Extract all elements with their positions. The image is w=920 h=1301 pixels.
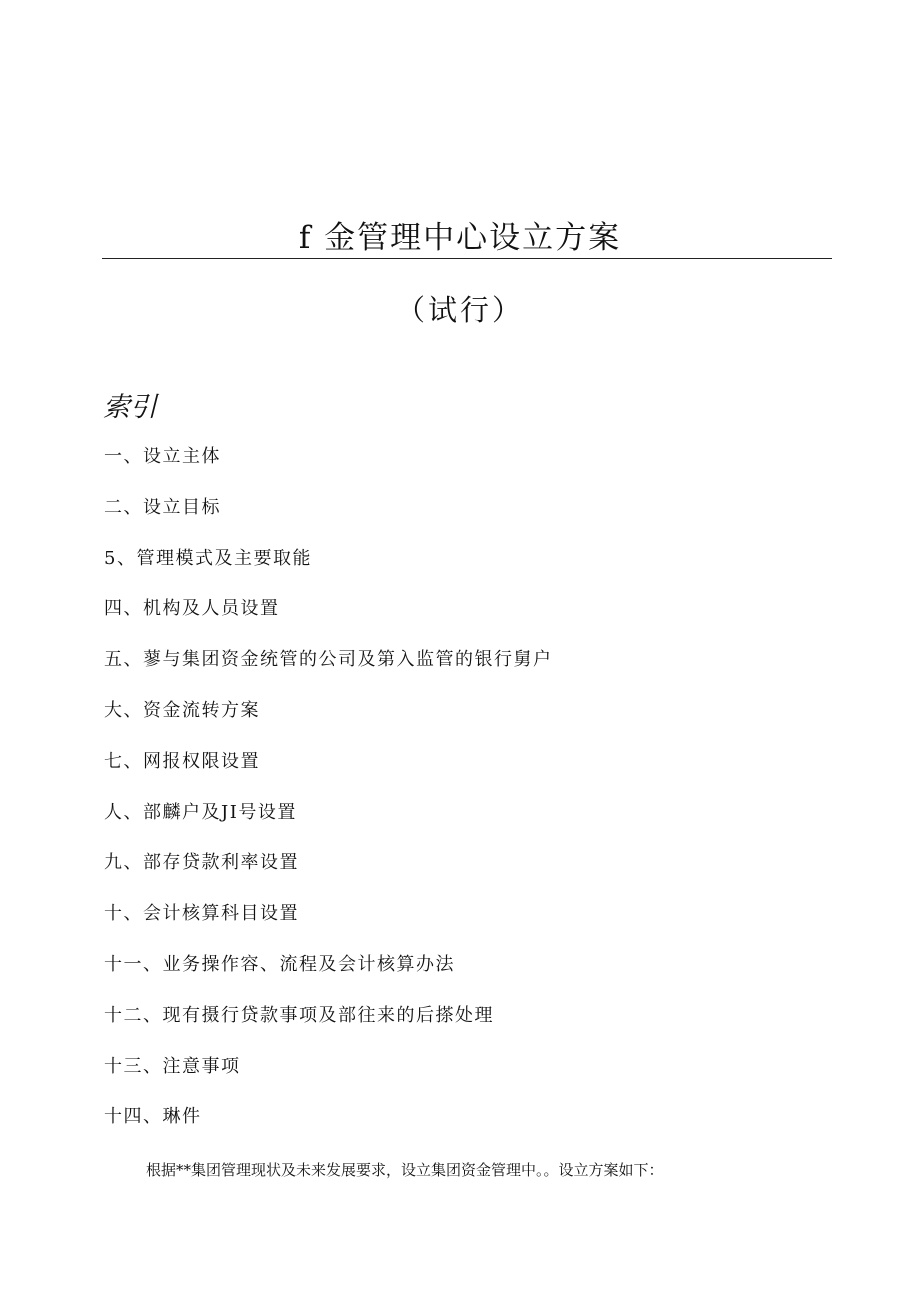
intro-paragraph: 根据**集团管理现状及未来发展要求，设立集团资金管理中。。设立方案如下： <box>146 1161 664 1179</box>
toc-item: 十三、注意事项 <box>104 1055 241 1077</box>
toc-item: 5、管理模式及主要取能 <box>104 547 312 569</box>
toc-item: 人、部麟户及JI号设置 <box>104 801 297 823</box>
table-of-contents <box>104 437 553 1148</box>
toc-item: 十一、业务操作容、流程及会计核算办法 <box>104 953 455 975</box>
toc-item: 二、设立目标 <box>104 496 221 518</box>
toc-item: 四、机构及人员设置 <box>104 598 280 620</box>
toc-item: 十四、琳件 <box>104 1106 202 1128</box>
toc-item: 十、会计核算科目设置 <box>104 903 299 925</box>
toc-item: 一、设立主体 <box>104 446 221 467</box>
toc-item: 大、资金流转方案 <box>104 699 260 721</box>
index-heading: 索引 <box>103 392 157 423</box>
toc-item: 七、网报权限设置 <box>104 750 260 772</box>
document-subtitle: （试行） <box>395 293 524 327</box>
document-title: f 金管理中心设立方案 <box>298 220 622 256</box>
toc-item: 十二、现有摄行贷款事项及部往来的后搽处理 <box>104 1004 494 1026</box>
toc-item: 五、蓼与集团资金统管的公司及第入监管的银行舅户 <box>104 649 553 671</box>
title-underline <box>102 258 832 259</box>
toc-item: 九、部存贷款利率设置 <box>104 852 299 874</box>
